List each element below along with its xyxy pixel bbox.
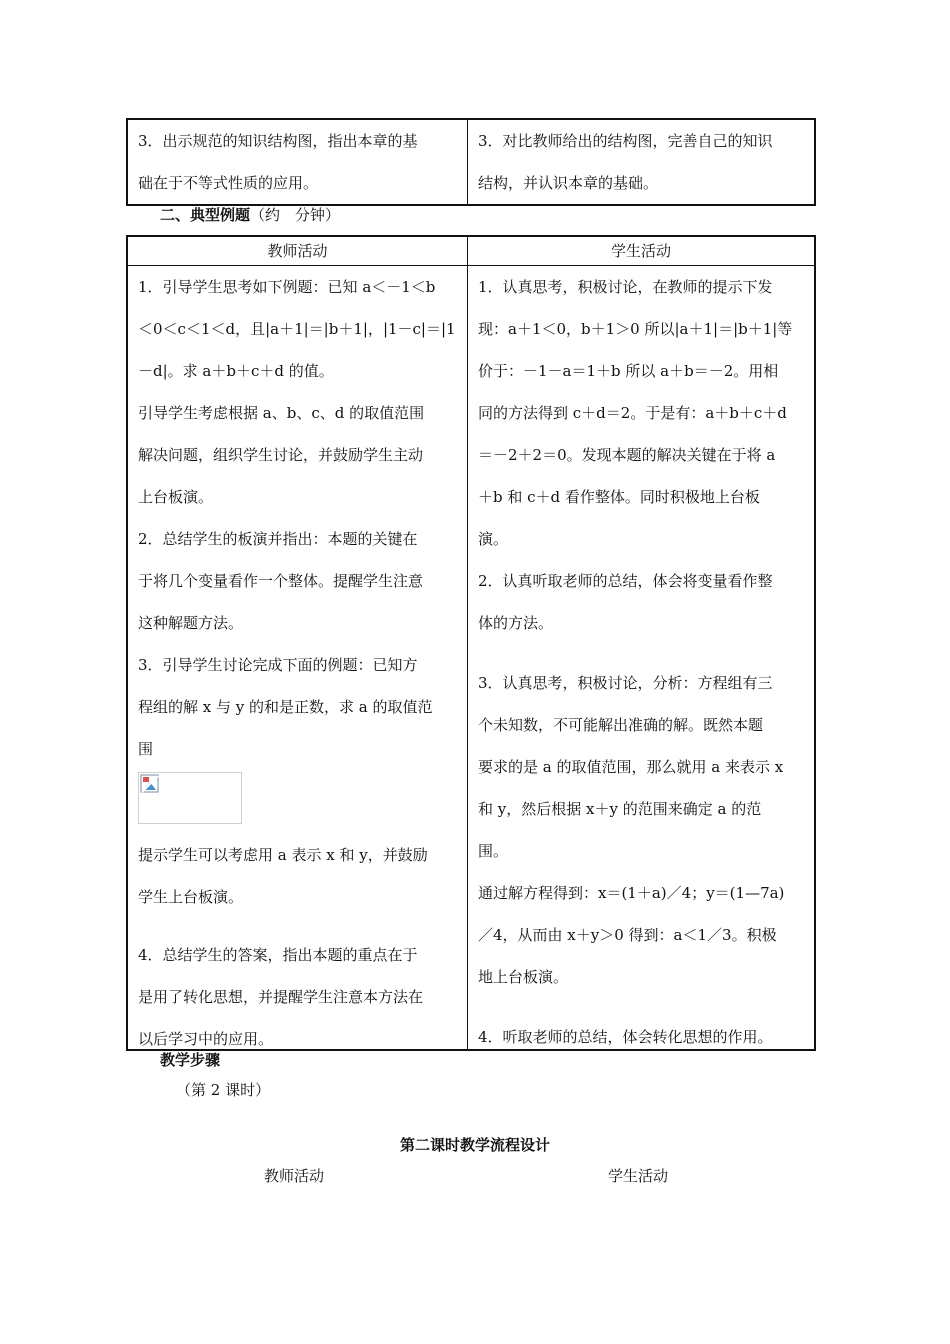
flow-title: 第二课时教学流程设计 [399, 1136, 550, 1154]
top-student-cell [468, 120, 814, 204]
flow-header-student: 学生活动 [608, 1167, 669, 1185]
text-line: ／4，从而由 x＋y＞0 得到：a＜1／3。积极 [478, 926, 777, 944]
top-student-line: 3．对比教师给出的结构图，完善自己的知识 [478, 132, 773, 150]
text-line: 3．引导学生讨论完成下面的例题：已知方 [138, 656, 418, 674]
text-line: 程组的解 x 与 y 的和是正数，求 a 的取值范 [138, 698, 433, 716]
text-line: 体的方法。 [478, 614, 554, 632]
text-line: 提示学生可以考虑用 a 表示 x 和 y，并鼓励 [138, 846, 428, 864]
text-line: 现：a＋1＜0，b＋1＞0 所以|a＋1|＝|b＋1|等 [478, 320, 793, 338]
text-line: 要求的是 a 的取值范围，那么就用 a 来表示 x [478, 758, 784, 776]
text-line: 演。 [478, 530, 509, 548]
text-line: 地上台板演。 [478, 968, 569, 986]
broken-image-icon [140, 774, 160, 794]
section-duration: （约 分钟） [250, 206, 341, 224]
top-teacher-line: 础在于不等式性质的应用。 [138, 174, 319, 192]
top-teacher-cell [128, 120, 468, 204]
text-line: ＜0＜c＜1＜d，且|a＋1|＝|b＋1|，|1－c|＝|1 [138, 320, 456, 338]
header-student: 学生活动 [610, 242, 671, 260]
text-line: 解决问题，组织学生讨论，并鼓励学生主动 [138, 446, 424, 464]
text-line: 2．认真听取老师的总结，体会将变量看作整 [478, 572, 773, 590]
flow-header-teacher: 教师活动 [264, 1167, 325, 1185]
text-line: 学生上台板演。 [138, 888, 244, 906]
text-line: 3．认真思考，积极讨论，分析：方程组有三 [478, 674, 773, 692]
text-line: 引导学生考虑根据 a、b、c、d 的取值范围 [138, 404, 425, 422]
text-line: 这种解题方法。 [138, 614, 244, 632]
teacher-activity-cell [128, 266, 468, 1050]
text-line: 和 y，然后根据 x＋y 的范围来确定 a 的范 [478, 800, 762, 818]
steps-title: 教学步骤 [160, 1051, 221, 1069]
section-title: 二、典型例题 [160, 206, 251, 224]
text-line: ＋b 和 c＋d 看作整体。同时积极地上台板 [478, 488, 760, 506]
student-activity-cell [468, 266, 814, 1050]
top-student-line: 结构，并认识本章的基础。 [478, 174, 659, 192]
table-header-row [128, 237, 814, 266]
top-teacher-line: 3．出示规范的知识结构图，指出本章的基 [138, 132, 418, 150]
text-line: 通过解方程得到：x＝(1＋a)／4；y＝(1—7a) [478, 884, 785, 902]
lesson-note: （第 2 课时） [176, 1081, 271, 1099]
examples-activity-table [126, 235, 816, 1051]
text-line: 于将几个变量看作一个整体。提醒学生注意 [138, 572, 424, 590]
text-line: 价于：－1－a＝1＋b 所以 a＋b＝－2。用相 [478, 362, 779, 380]
text-line: 以后学习中的应用。 [138, 1030, 274, 1048]
text-line: 围 [138, 740, 154, 758]
text-line: 上台板演。 [138, 488, 214, 506]
section-heading [160, 205, 340, 225]
text-line: 是用了转化思想，并提醒学生注意本方法在 [138, 988, 424, 1006]
text-line: 4．总结学生的答案，指出本题的重点在于 [138, 946, 418, 964]
text-line: 1．认真思考，积极讨论，在教师的提示下发 [478, 278, 773, 296]
text-line: 个未知数，不可能解出准确的解。既然本题 [478, 716, 764, 734]
text-line: 4．听取老师的总结，体会转化思想的作用。 [478, 1028, 773, 1046]
top-activity-table [126, 118, 816, 206]
text-line: 1．引导学生思考如下例题：已知 a＜－1＜b [138, 278, 436, 296]
text-line: 同的方法得到 c＋d＝2。于是有：a＋b＋c＋d [478, 404, 787, 422]
text-line: 围。 [478, 842, 509, 860]
text-line: 2．总结学生的板演并指出：本题的关键在 [138, 530, 418, 548]
equation-image-placeholder [138, 772, 242, 824]
header-teacher: 教师活动 [128, 237, 468, 265]
text-line: ＝－2＋2＝0。发现本题的解决关键在于将 a [478, 446, 776, 464]
text-line: －d|。求 a＋b＋c＋d 的值。 [138, 362, 334, 380]
